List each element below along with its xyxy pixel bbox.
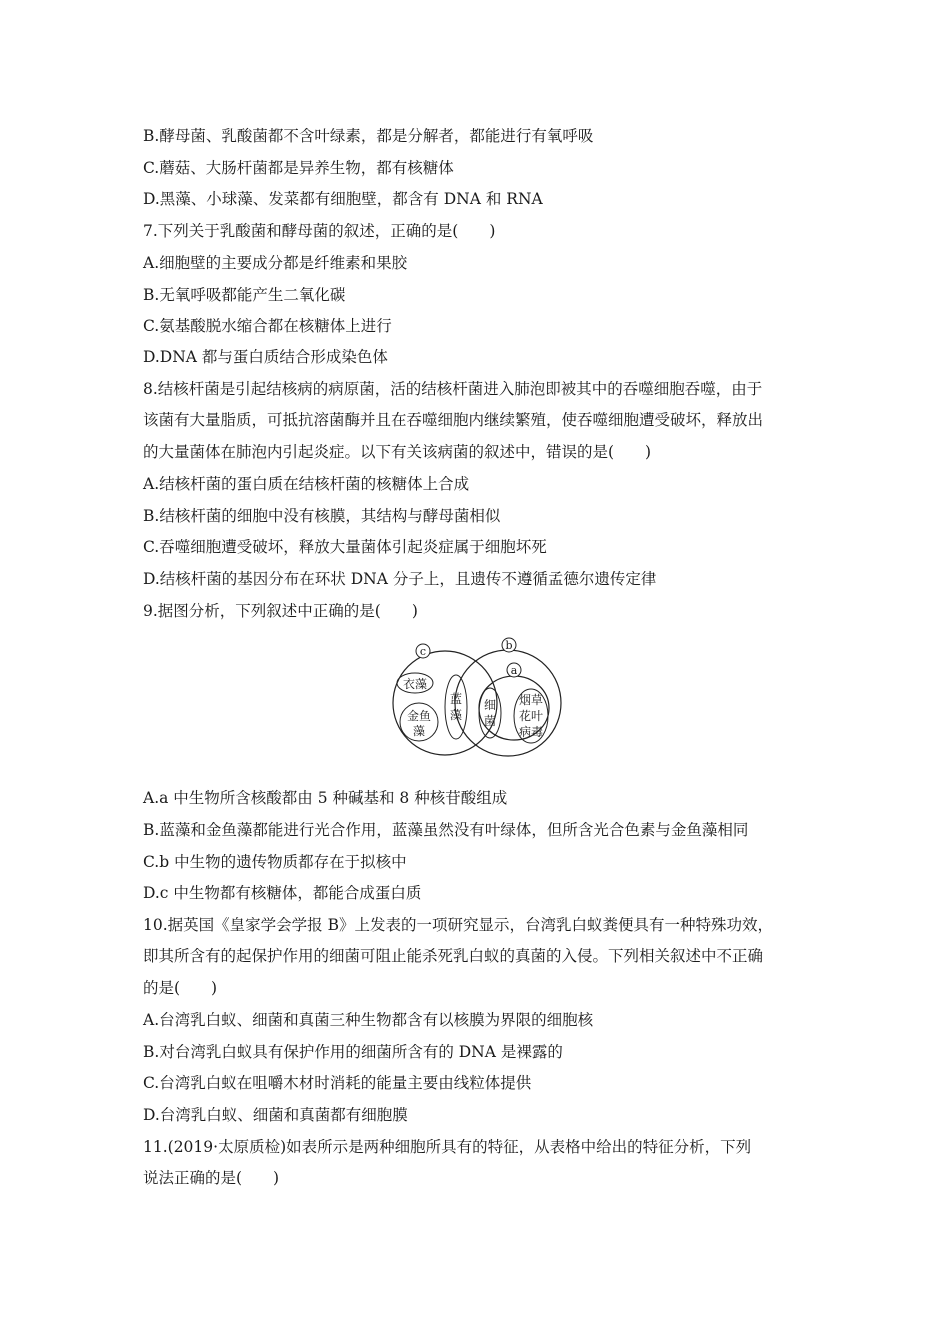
label-a: a	[510, 664, 518, 677]
q8-stem-line1: 8.结核杆菌是引起结核病的病原菌，活的结核杆菌进入肺泡即被其中的吞噬细胞吞噬，由于	[143, 380, 763, 398]
q10-stem-line3: 的是( )	[143, 979, 218, 997]
jinyuzao-label-2: 藻	[412, 724, 426, 738]
label-b: b	[505, 639, 513, 652]
q10-option-d: D.台湾乳白蚁、细菌和真菌都有细胞膜	[143, 1106, 408, 1124]
q9-option-b: B.蓝藻和金鱼藻都能进行光合作用，蓝藻虽然没有叶绿体，但所含光合色素与金鱼藻相同	[143, 821, 749, 839]
q11-stem-line2: 说法正确的是( )	[143, 1169, 280, 1187]
q8-option-c: C.吞噬细胞遭受破坏，释放大量菌体引起炎症属于细胞坏死	[143, 538, 547, 556]
q10-option-b: B.对台湾乳白蚁具有保护作用的细菌所含有的 DNA 是裸露的	[143, 1043, 563, 1061]
lanzao-ellipse	[445, 675, 467, 739]
q8-option-a: A.结核杆菌的蛋白质在结核杆菌的核糖体上合成	[143, 475, 470, 493]
jinyuzao-label-1: 金鱼	[406, 709, 432, 723]
q9-option-c: C.b 中生物的遗传物质都存在于拟核中	[143, 853, 407, 871]
q6-option-b: B.酵母菌、乳酸菌都不含叶绿素，都是分解者，都能进行有氧呼吸	[143, 127, 594, 145]
q9-stem: 9.据图分析，下列叙述中正确的是( )	[143, 602, 418, 620]
virus-label-1: 烟草	[518, 693, 544, 707]
q10-stem-line1: 10.据英国《皇家学会学报 B》上发表的一项研究显示，台湾乳白蚁粪便具有一种特殊功效，	[143, 916, 773, 934]
label-c: c	[419, 645, 427, 658]
q9-option-d: D.c 中生物都有核糖体，都能合成蛋白质	[143, 884, 422, 902]
q7-stem: 7.下列关于乳酸菌和酵母菌的叙述，正确的是( )	[143, 222, 496, 240]
q6-option-d: D.黑藻、小球藻、发菜都有细胞壁，都含有 DNA 和 RNA	[143, 190, 543, 208]
xijun-label-1: 细	[483, 698, 497, 712]
q8-stem-line3: 的大量菌体在肺泡内引起炎症。以下有关该病菌的叙述中，错误的是( )	[143, 443, 652, 461]
virus-label-2: 花叶	[518, 709, 544, 723]
q10-stem-line2: 即其所含有的起保护作用的细菌可阻止能杀死乳白蚁的真菌的入侵。下列相关叙述中不正确	[143, 947, 764, 965]
venn-diagram	[390, 636, 570, 758]
q7-option-a: A.细胞壁的主要成分都是纤维素和果胶	[143, 254, 408, 272]
q10-option-a: A.台湾乳白蚁、细菌和真菌三种生物都含有以核膜为界限的细胞核	[143, 1011, 594, 1029]
yizao-label: 衣藻	[402, 677, 428, 691]
q7-option-b: B.无氧呼吸都能产生二氧化碳	[143, 286, 346, 304]
xijun-label-2: 菌	[483, 714, 497, 728]
q9-option-a: A.a 中生物所含核酸都由 5 种碱基和 8 种核苷酸组成	[143, 789, 508, 807]
q11-stem-line1: 11.(2019·太原质检)如表所示是两种细胞所具有的特征，从表格中给出的特征分析，下列	[143, 1138, 752, 1156]
lanzao-label-2: 藻	[449, 708, 463, 722]
q10-option-c: C.台湾乳白蚁在咀嚼木材时消耗的能量主要由线粒体提供	[143, 1074, 532, 1092]
q6-option-c: C.蘑菇、大肠杆菌都是异养生物，都有核糖体	[143, 159, 454, 177]
q8-stem-line2: 该菌有大量脂质，可抵抗溶菌酶并且在吞噬细胞内继续繁殖，使吞噬细胞遭受破坏，释放出	[143, 411, 764, 429]
q7-option-d: D.DNA 都与蛋白质结合形成染色体	[143, 348, 388, 366]
lanzao-label-1: 蓝	[449, 692, 463, 706]
virus-label-3: 病毒	[518, 725, 544, 739]
q7-option-c: C.氨基酸脱水缩合都在核糖体上进行	[143, 317, 392, 335]
q8-option-d: D.结核杆菌的基因分布在环状 DNA 分子上，且遗传不遵循孟德尔遗传定律	[143, 570, 657, 588]
q8-option-b: B.结核杆菌的细胞中没有核膜，其结构与酵母菌相似	[143, 507, 501, 525]
